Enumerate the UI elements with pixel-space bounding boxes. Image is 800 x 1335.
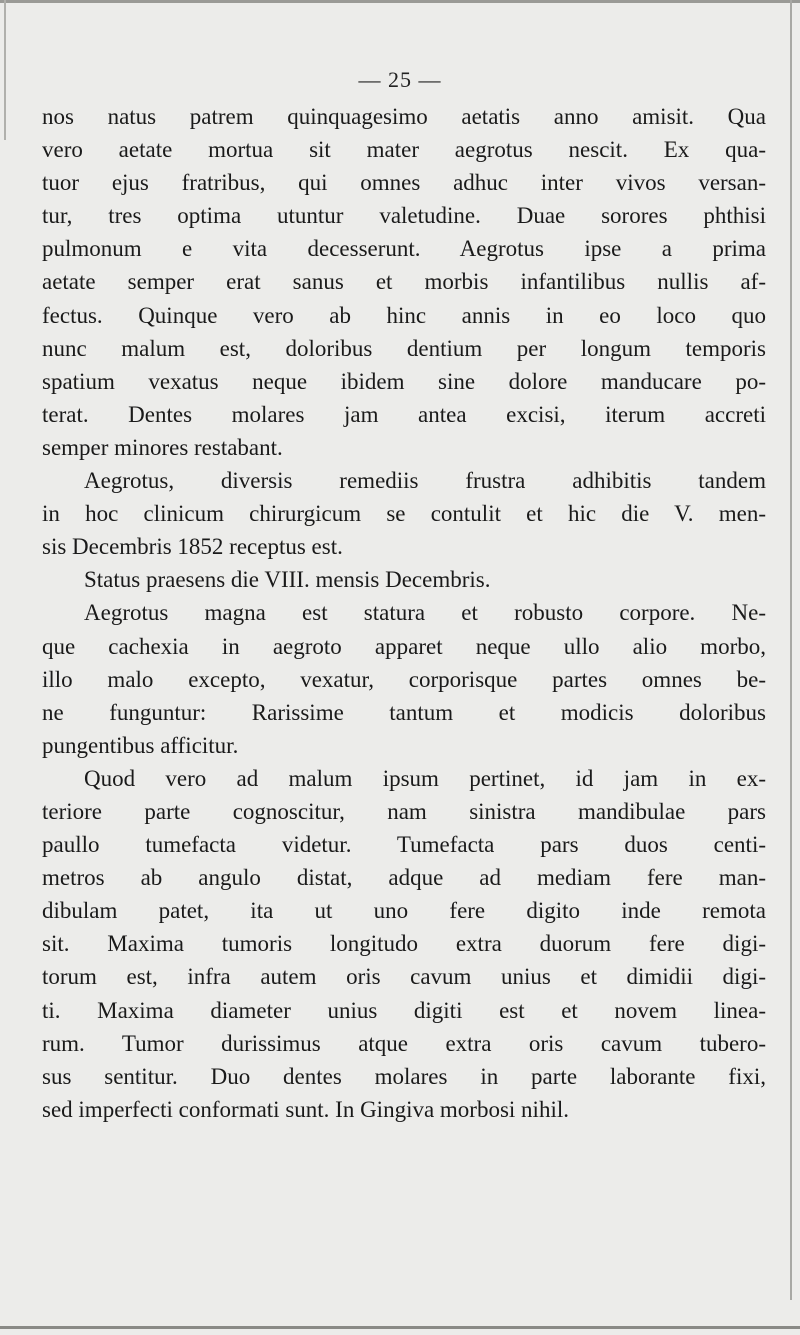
text-line: metros ab angulo distat, adque ad mediam fere man-: [42, 865, 766, 891]
paragraph: [42, 762, 766, 1126]
text-line: sis Decembris 1852 receptus est.: [42, 534, 343, 560]
text-line: vero aetate mortua sit mater aegrotus nescit. Ex qua-: [42, 137, 766, 163]
text-line: in hoc clinicum chirurgicum se contulit et hic die V. men-: [42, 501, 766, 527]
text-line: terat. Dentes molares jam antea excisi, iterum accreti: [42, 401, 766, 427]
text-line: nunc malum est, doloribus dentium per longum temporis: [42, 335, 766, 361]
text-line: nos natus patrem quinquagesimo aetatis anno amisit. Qua: [42, 104, 766, 129]
text-line: ne funguntur: Rarissime tantum et modicis doloribus: [42, 699, 766, 725]
text-line: ti. Maxima diameter unius digiti est et novem linea-: [42, 997, 766, 1023]
paragraph: [42, 100, 766, 464]
text-line: teriore parte cognoscitur, nam sinistra mandibulae pars: [42, 798, 766, 824]
text-line: Aegrotus magna est statura et robusto corpore. Ne-: [84, 600, 766, 626]
text-line: spatium vexatus neque ibidem sine dolore manducare po-: [42, 368, 766, 394]
text-line: pulmonum e vita decesserunt. Aegrotus ipse a prima: [42, 236, 766, 262]
text-line: Quod vero ad malum ipsum pertinet, id jam in ex-: [84, 765, 766, 791]
paragraph: [42, 596, 766, 761]
page-edge-right: [790, 0, 792, 1300]
text-line: pungentibus afficitur.: [42, 732, 239, 758]
paragraph: [42, 563, 766, 596]
text-line: fectus. Quinque vero ab hinc annis in eo loco quo: [42, 302, 766, 328]
text-line: sit. Maxima tumoris longitudo extra duorum fere digi-: [42, 931, 766, 957]
text-line: sed imperfecti conformati sunt. In Gingiva morbosi nihil.: [42, 1096, 569, 1122]
text-line: tuor ejus fratribus, qui omnes adhuc inter vivos versan-: [42, 170, 766, 196]
text-line: sus sentitur. Duo dentes molares in parte laborante fixi,: [42, 1063, 766, 1089]
text-line: tur, tres optima utuntur valetudine. Duae sorores phthisi: [42, 203, 766, 229]
text-line: illo malo excepto, vexatur, corporisque partes omnes be-: [42, 666, 766, 692]
text-line: paullo tumefacta videtur. Tumefacta pars duos centi-: [42, 832, 766, 858]
page-edge-top: [0, 0, 800, 3]
page-edge-bottom: [0, 1326, 800, 1329]
page-number: — 25 —: [358, 67, 442, 92]
text-line: semper minores restabant.: [42, 434, 283, 460]
text-line: dibulam patet, ita ut uno fere digito inde remota: [42, 898, 766, 924]
paragraph: [42, 464, 766, 563]
text-line: Aegrotus, diversis remediis frustra adhibitis tandem: [84, 468, 766, 494]
text-line: que cachexia in aegroto apparet neque ullo alio morbo,: [42, 633, 766, 659]
text-line: torum est, infra autem oris cavum unius et dimidii digi-: [42, 964, 766, 990]
text-line: aetate semper erat sanus et morbis infantilibus nullis af-: [42, 269, 766, 295]
text-line: rum. Tumor durissimus atque extra oris cavum tubero-: [42, 1030, 766, 1056]
body-text: [42, 100, 766, 1126]
text-line: Status praesens die VIII. mensis Decembris.: [84, 567, 491, 593]
